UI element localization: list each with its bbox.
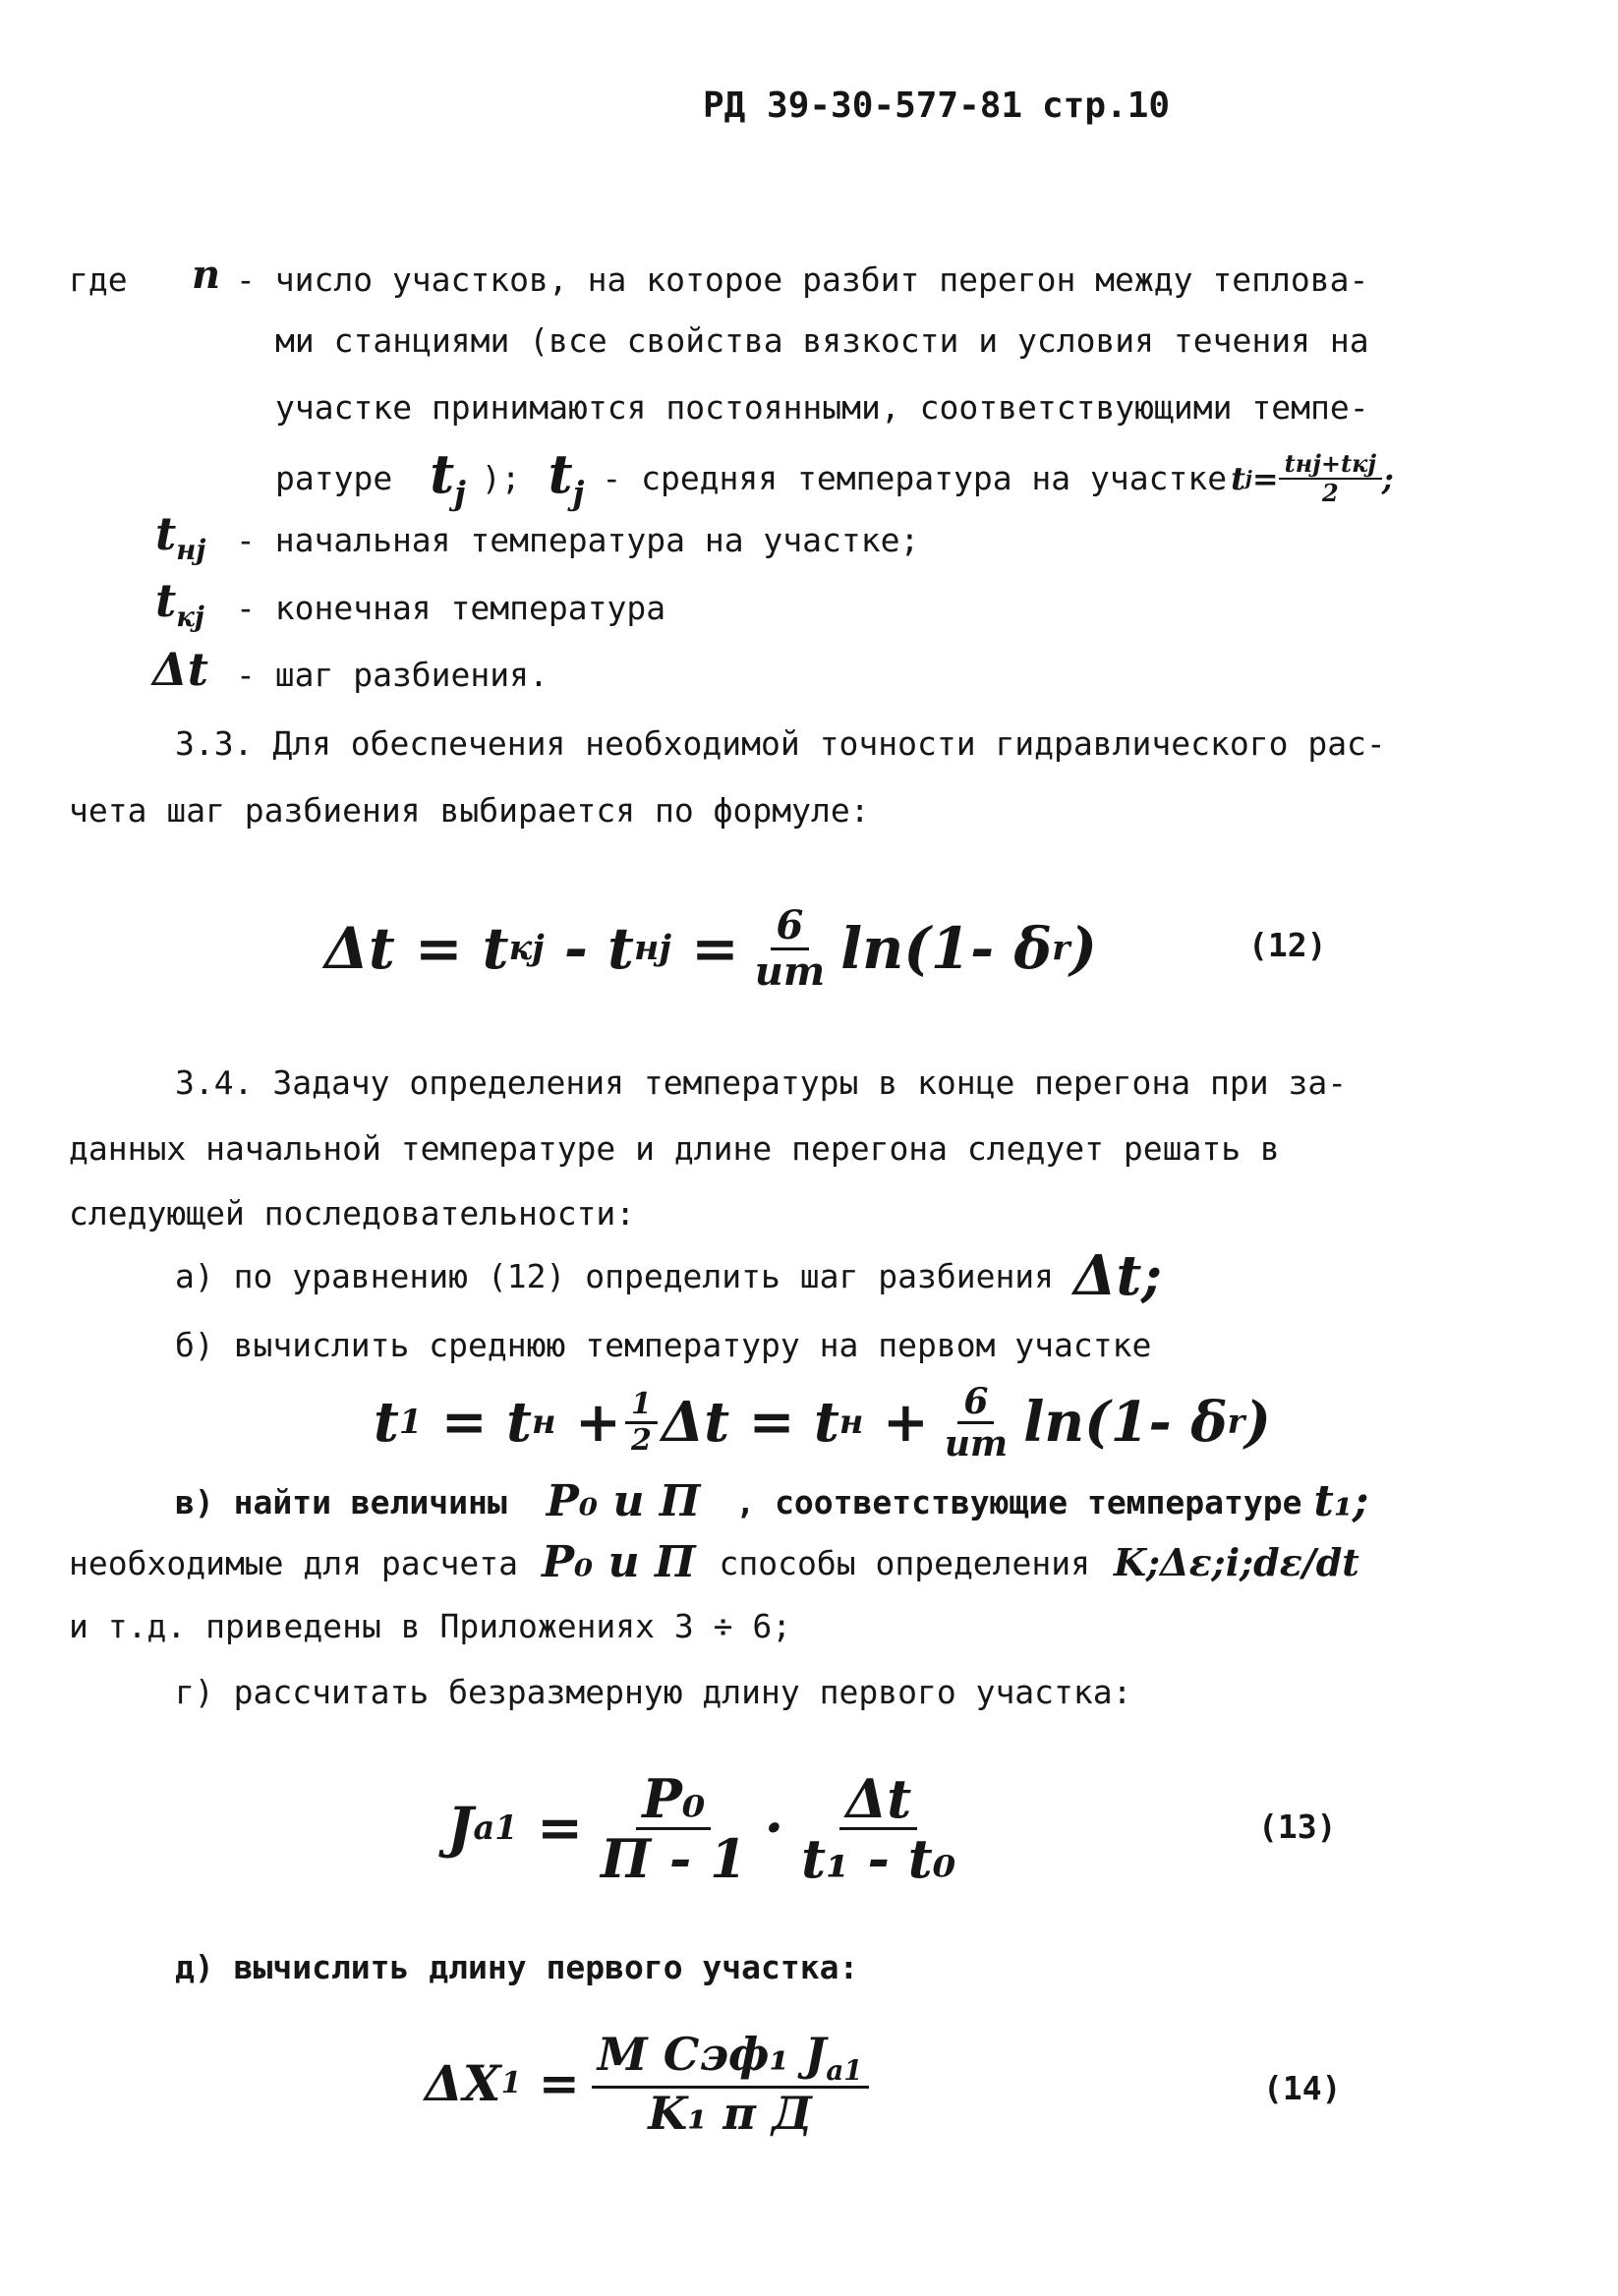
equation-13-fraction-1: $\frac{\text{P₀}}{П - 1}$	[601, 1766, 747, 1890]
definition-tj-text: - средняя температура на участке	[602, 459, 1228, 498]
step-v-line-3: и т.д. приведены в Приложениях 3 ÷ 6;	[69, 1607, 792, 1645]
symbol-tj-2: $t_j$	[548, 442, 585, 512]
step-v-line-2: необходимые для расчета P₀ и П способы определения K;Δε;i;dε/dt	[69, 1537, 1359, 1587]
equation-t1: t 1 = t н + $\frac{1}{2}$ Δt = t н + $\frac{6}{um}$ ln(1- δ r )	[374, 1380, 1271, 1464]
equation-14-fraction: $\frac{M Cэф_1 J_{a1}}{\text{K₁ π Д}}$	[592, 2032, 869, 2137]
section-3-4-line-2: данных начальной температуре и длине перегона следует решать в	[69, 1129, 1280, 1168]
step-v-line-1: в) найти величины P₀ и П , соответствующие температуре t₁;	[175, 1476, 1369, 1526]
equation-12-number: (12)	[1248, 926, 1327, 964]
tj-formula-fraction: $\frac{\text{tнj+tкj}}{2}$	[1279, 452, 1382, 505]
section-3-4-line-1: 3.4. Задачу определения температуры в конце перегона при за-	[175, 1063, 1348, 1102]
section-3-4-line-3: следующей последовательности:	[69, 1194, 636, 1233]
where-word: где	[69, 260, 128, 299]
step-a-symbol: Δt;	[1073, 1243, 1163, 1308]
step-g: г) рассчитать безразмерную длину первого участка:	[175, 1673, 1132, 1711]
symbol-n: n	[192, 252, 221, 298]
equation-14: ΔX 1 = $\frac{M Cэф_1 J_{a1}}{\text{K₁ π Д}}$	[425, 2015, 881, 2152]
definition-tnj: - начальная температура на участке;	[236, 521, 920, 559]
symbol-tnj: $t_{нj}$	[155, 507, 206, 567]
tj-formula: t j = $\frac{\text{tнj+tкj}}{2}$ ;	[1231, 448, 1394, 507]
step-v-symbols: P₀ и П	[546, 1476, 701, 1526]
definition-tkj: - конечная температура	[236, 589, 666, 627]
step-a: а) по уравнению (12) определить шаг разбиения Δt;	[175, 1243, 1163, 1308]
definition-n-line-4	[275, 442, 1394, 512]
equation-13-number: (13)	[1258, 1808, 1337, 1846]
equation-12: Δt = t кj - t нj = $\frac{6}{um}$ ln(1- δ r )	[324, 901, 1097, 995]
document-code: РД 39-30-577-81	[703, 86, 1023, 126]
definition-n-line-1: - число участков, на которое разбит перегон между теплова-	[236, 260, 1369, 299]
step-v-symbols-2: P₀ и П	[541, 1537, 696, 1587]
section-3-3-line-1: 3.3. Для обеспечения необходимой точности гидравлического рас-	[175, 724, 1386, 763]
section-3-3-line-2: чета шаг разбиения выбирается по формуле:	[69, 791, 870, 830]
definition-n-line-4a: ратуре	[275, 459, 393, 498]
equation-13: J a1 = $\frac{\text{P₀}}{П - 1}$ · $\frac{\Delta t}{\text{t₁ - t₀}}$	[447, 1759, 973, 1897]
equation-12-fraction: $\frac{6}{um}$	[754, 901, 826, 995]
page-number: стр.10	[1042, 86, 1171, 126]
definition-n-line-2: ми станциями (все свойства вязкости и условия течения на	[275, 321, 1369, 360]
symbol-tj: $t_j$	[430, 442, 466, 512]
step-b: б) вычислить среднюю температуру на первом участке	[175, 1326, 1152, 1364]
equation-t1-half: $\frac{1}{2}$	[625, 1390, 658, 1456]
definition-n-line-4b: );	[481, 459, 521, 498]
definition-n-line-3: участке принимаются постоянными, соответствующими темпе-	[275, 388, 1369, 427]
symbol-tkj: $t_{кj}$	[155, 574, 204, 634]
step-d: д) вычислить длину первого участка:	[175, 1948, 859, 1986]
step-v-methods: K;Δε;i;dε/dt	[1114, 1540, 1359, 1584]
equation-13-fraction-2: $\frac{\Delta t}{\text{t₁ - t₀}}$	[801, 1766, 956, 1890]
equation-t1-fraction: $\frac{6}{um}$	[944, 1380, 1009, 1464]
step-v-t1: t₁;	[1313, 1476, 1369, 1526]
equation-14-number: (14)	[1263, 2069, 1342, 2107]
symbol-delta-t: Δt	[152, 643, 208, 696]
definition-delta-t: - шаг разбиения.	[236, 656, 549, 694]
